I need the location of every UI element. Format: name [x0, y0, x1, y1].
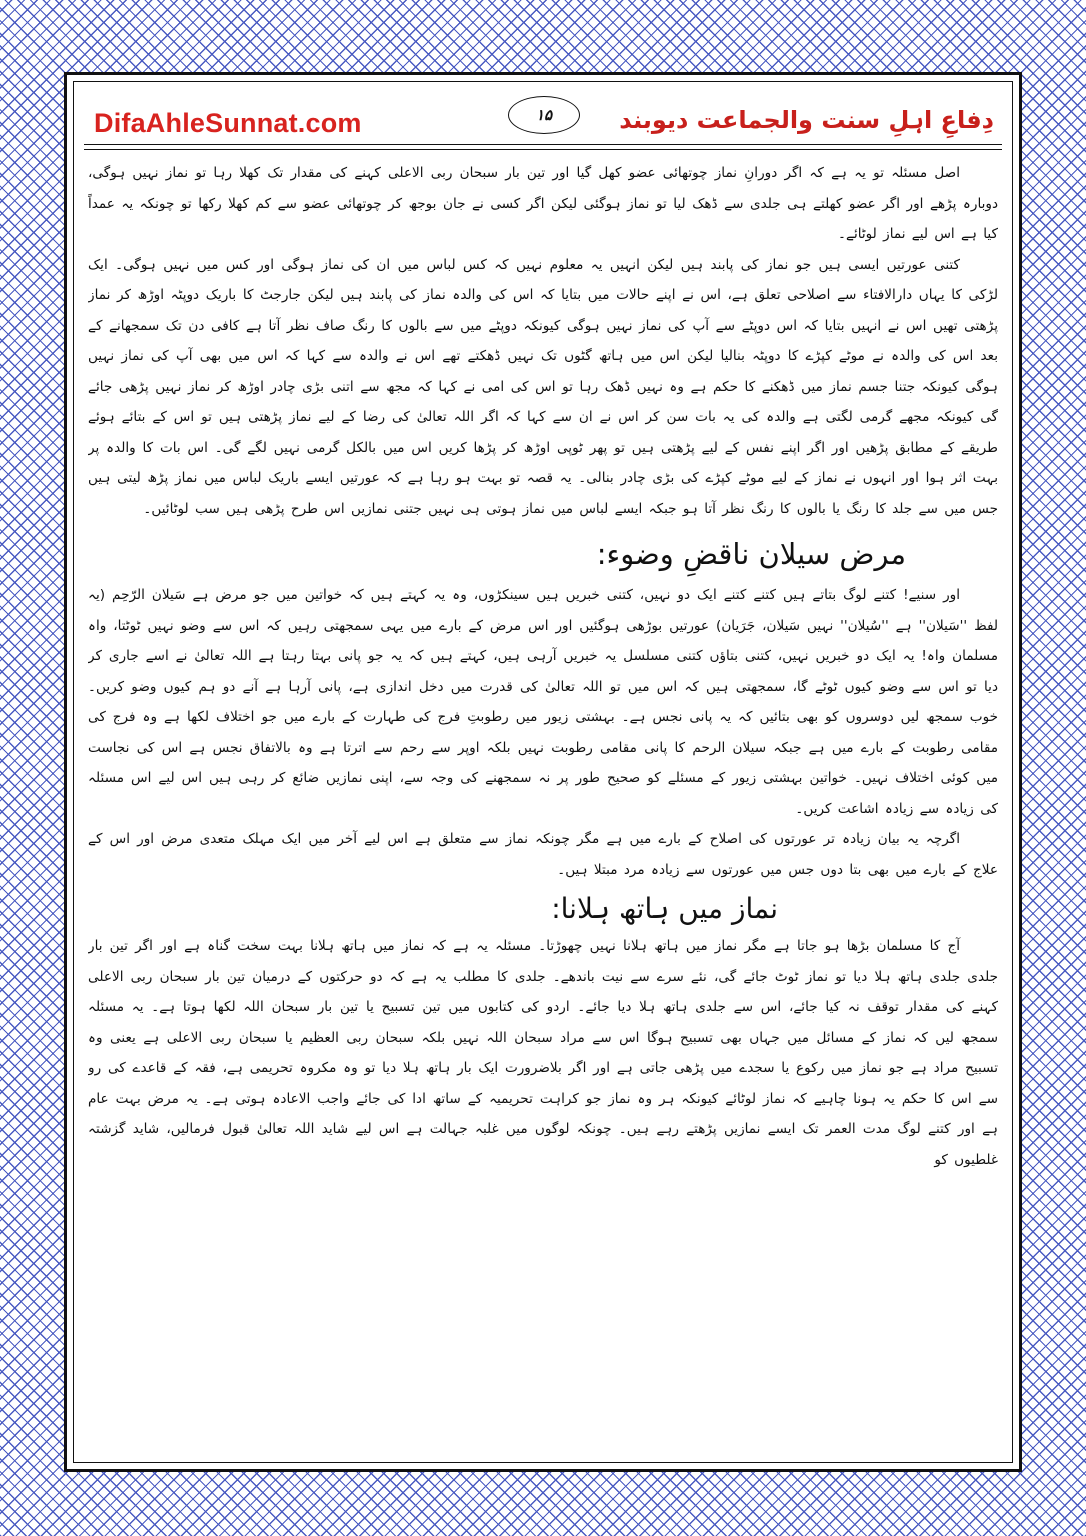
- header-rule: [84, 149, 1002, 150]
- paragraph-exposed-limb-ruling: اصل مسئلہ تو یہ ہے کہ اگر دورانِ نماز چوتھائی عضو کھل گیا اور تین بار سبحان ربی الاعلی کہنے کی مقدار تک کھلا رہا تو نماز نہیں ہوگی، دوبارہ پڑھے اور اگر عضو کھلتے ہی جلدی سے ڈھک لیا تو نماز ہوگئی لیکن اگر کسی نے جان بوجھ کر چوتھائی عضو سے کم کھلا رکھا تو چونکہ یہ عمداً کیا ہے اس لیے نماز لوٹائے۔: [88, 165, 998, 242]
- header-rule: [84, 144, 1002, 145]
- book-title: دِفاعِ اہلِ سنت والجماعت دیوبند: [619, 106, 994, 134]
- site-name: DifaAhleSunnat.com: [94, 108, 362, 138]
- paragraph-sailan-ruling: اور سنیے! کتنے لوگ بتاتے ہیں کتنے کتنے ایک دو نہیں، کتنی خبریں ہیں سینکڑوں، وہ یہ کہتے ہیں کہ خواتین میں جو مرض ہے سَیلان الرّحِم (یہ لفظ ''سَیلان'' ہے ''سُیلان'' نہیں سَیلان، جَرَیان) عورتیں بوڑھی ہوگئیں اور اس مرض کے بارے میں یہی سمجھتی رہیں کہ اس سے وضو نہیں ٹوٹتا، واہ مسلمان واہ! یہ ایک دو خبریں نہیں، کتنی بتاؤں کتنی مسلسل یہ خبریں آرہی ہیں، کہتے ہیں کہ یہ جو پانی بہتا رہتا ہے اللہ تعالیٰ نے اسے جاری کر دیا تو اس سے وضو کیوں ٹوٹے گا، سمجھتی ہیں کہ اس میں تو اللہ تعالیٰ کی قدرت میں دخل اندازی ہے، پانی آرہا ہے آنے دو ہم کیوں وضو کریں۔ خوب سمجھ لیں دوسروں کو بھی بتائیں کہ یہ پانی نجس ہے۔ بہشتی زیور میں رطوبتِ فرج کی طہارت کے بارے میں جو اختلاف لکھا ہے وہ فرج کی مقامی رطوبت کے بارے میں ہے جبکہ سیلان الرحم کا پانی مقامی رطوبت نہیں بلکہ اوپر سے رحم سے اترتا ہے وہ بالاتفاق نجس ہے اس کی نجاست میں کوئی اختلاف نہیں۔ خواتین بہشتی زیور کے مسئلے کو صحیح طور پر نہ سمجھنے کی وجہ سے، اپنی نمازیں ضائع کر رہی ہیں اس لیے اس مسئلہ کی زیادہ سے زیادہ اشاعت کریں۔: [88, 587, 998, 817]
- heading-sailan-nullifies-wudu: مرض سیلان ناقضِ وضوء:: [596, 537, 906, 571]
- page-content: [88, 158, 998, 1458]
- heading-hand-movement-in-prayer: نماز میں ہاتھ ہلانا:: [551, 892, 778, 925]
- paragraph-transition: اگرچہ یہ بیان زیادہ تر عورتوں کی اصلاح کے بارے میں ہے مگر چونکہ نماز سے متعلق ہے اس لیے آخر میں ایک مہلک متعدی مرض اور اس کے علاج کے بارے میں بھی بتا دوں جس میں عورتوں سے زیادہ مرد مبتلا ہیں۔: [88, 831, 998, 878]
- paragraph-hand-movement-ruling: آج کا مسلمان بڑھا ہو جاتا ہے مگر نماز میں ہاتھ ہلانا نہیں چھوڑتا۔ مسئلہ یہ ہے کہ نماز میں ہاتھ ہلانا بہت سخت گناہ ہے اور اگر تین بار جلدی جلدی ہاتھ ہلا دیا تو نماز ٹوٹ جائے گی، نئے سرے سے نیت باندھے۔ جلدی کا مطلب یہ ہے کہ دو حرکتوں کے درمیان تین بار سبحان ربی الاعلی کہنے کی مقدار توقف نہ کیا جائے، اس سے جلدی ہاتھ ہلا دیا جائے۔ اردو کی کتابوں میں تین تسبیح یا تین بار سبحان اللہ لکھا ہوتا ہے۔ یہ مسئلہ سمجھ لیں کہ نماز کے مسائل میں جہاں بھی تسبیح ہوگا اس سے مراد سبحان اللہ نہیں بلکہ سبحان ربی العظیم یا سبحان ربی الاعلی ہے یعنی وہ تسبیح مراد ہے جو نماز میں رکوع یا سجدے میں پڑھی جاتی ہے اور اگر بلاضرورت ایک بار ہاتھ ہلا دیا تو وہ مکروہ تحریمی ہے، فقہ کے قاعدے کی رو سے اس کا حکم یہ ہونا چاہیے کہ نماز لوٹائے کیونکہ ہر وہ نماز جو کراہت تحریمیہ کے ساتھ ادا کی جائے واجب الاعادہ ہوتی ہے۔ یہ مرض بہت عام ہے اور کتنے لوگ مدت العمر تک ایسے نمازیں پڑھتے رہے ہیں۔ چونکہ لوگوں میں غلبہ جہالت ہے اس لیے شاید اللہ تعالیٰ قبول فرمالیں، شاید گزشتہ غلطیوں کو: [88, 938, 998, 1168]
- paragraph-thin-dupatta-story: کتنی عورتیں ایسی ہیں جو نماز کی پابند ہیں لیکن انہیں یہ معلوم نہیں کہ کس لباس میں ان کی نماز ہوگی اور کس میں نہیں ہوگی۔ ایک لڑکی کا یہاں دارالافتاء سے اصلاحی تعلق ہے، اس نے اپنے حالات میں بتایا کہ اس کی والدہ نماز کی پابند ہیں لیکن جارجٹ کا باریک دوپٹہ اوڑھ کر نماز پڑھتی تھیں اس نے انہیں بتایا کہ اس دوپٹے سے آپ کی نماز نہیں ہوگی کیونکہ دوپٹے میں سے بالوں کا رنگ صاف نظر آتا ہے کافی دن تک سمجھانے کے بعد اس کی والدہ نے موٹے کپڑے کا دوپٹہ بنالیا لیکن اس میں ہاتھ گٹوں تک نہیں ڈھکتے تھے اس نے والدہ سے کہا کہ اس میں بھی آپ کی نماز نہیں ہوگی کیونکہ جتنا جسم نماز میں ڈھکنے کا حکم ہے وہ نہیں ڈھک رہا تو اس کی امی نے کہا کہ مجھ سے اتنی بڑی چادر اوڑھ کر نماز نہیں پڑھی جائے گی کیونکہ مجھے گرمی لگتی ہے والدہ کی یہ بات سن کر اس نے ان سے کہا کہ اگر اللہ تعالیٰ کی رضا کے لیے نماز پڑھتی ہیں تو اس کے بتائے ہوئے طریقے کے مطابق پڑھیں اور اگر اپنے نفس کے لیے پڑھتی ہیں تو پھر ٹوپی اوڑھ کر پڑھا کریں اس میں بالکل گرمی نہیں لگے گی۔ اس بات کا والدہ پر بہت اثر ہوا اور انہوں نے نماز کے لیے موٹے کپڑے کی بڑی چادر بنالی۔ یہ قصہ تو بہت ہو رہا ہے کہ عورتیں ایسے باریک لباس میں نماز پڑھ لیتی ہیں جس میں سے جلد کا رنگ یا بالوں کا رنگ نظر آتا ہو جبکہ ایسے لباس میں نماز ہوتی ہی نہیں جتنی نمازیں اس طرح پڑھی ہیں سب لوٹائیں۔: [88, 256, 998, 517]
- page-number: ۱۵: [508, 96, 580, 134]
